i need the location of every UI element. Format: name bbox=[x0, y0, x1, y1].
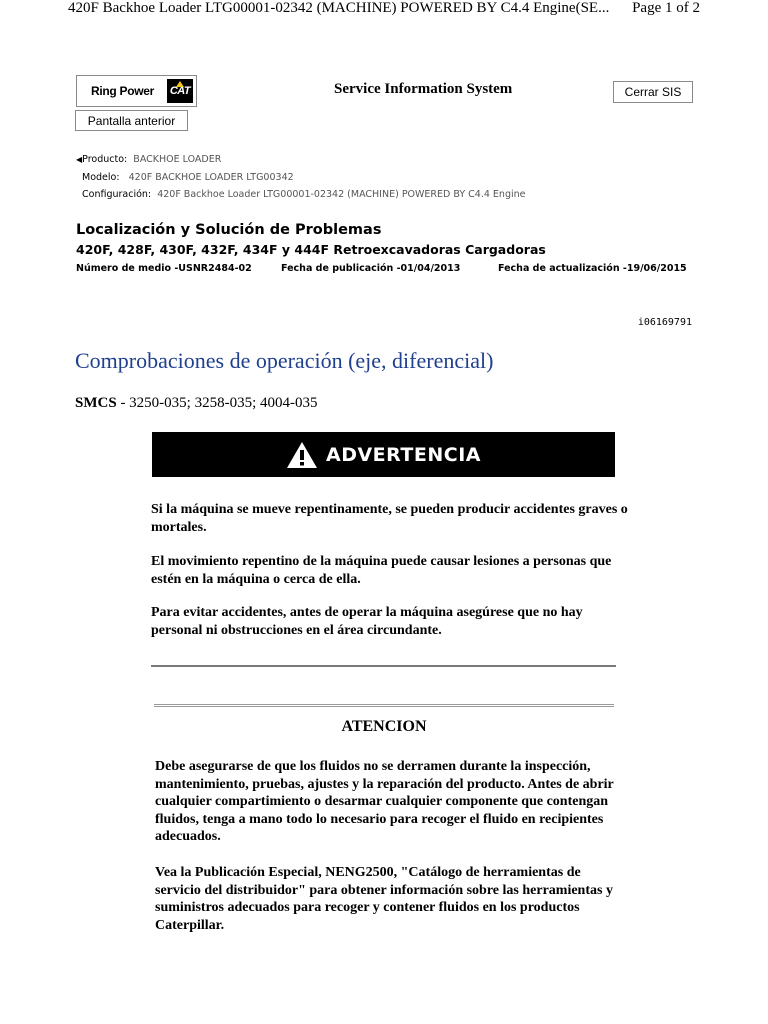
attention-paragraph: Debe asegurarse de que los fluidos no se derramen durante la inspección, mantenimiento, pruebas, ajustes y la reparación del producto. Antes de abrir cualquier compartimiento o desarmar cualquier componente que contengan fluidos, tenga a mano todo lo necesario para recoger el fluido en recipientes adecuados. bbox=[155, 759, 614, 844]
warning-banner bbox=[152, 432, 615, 477]
warning-paragraph: El movimiento repentino de la máquina puede causar lesiones a personas que estén en la máquina o cerca de ella. bbox=[151, 554, 612, 587]
warning-label: ADVERTENCIA bbox=[326, 443, 481, 466]
config-value: 420F Backhoe Loader LTG00001-02342 (MACHINE) POWERED BY C4.4 Engine bbox=[157, 189, 526, 200]
warning-triangle-icon bbox=[286, 441, 318, 469]
product-row bbox=[76, 154, 221, 165]
divider bbox=[154, 704, 614, 707]
attention-paragraph: Vea la Publicación Especial, NENG2500, "Catálogo de herramientas de servicio del distribuidor" para obtener información sobre las herramientas y suministros adecuados para recoger y contener fluidos en los productos Caterpillar. bbox=[155, 865, 613, 933]
illustration-id: i06169791 bbox=[637, 317, 692, 328]
cat-logo-icon: CAT bbox=[167, 79, 193, 103]
warning-paragraph: Para evitar accidentes, antes de operar la máquina asegúrese que no hay personal ni obstrucciones en el área circundante. bbox=[151, 605, 583, 638]
print-title: 420F Backhoe Loader LTG00001-02342 (MACHINE) POWERED BY C4.4 Engine(SE... bbox=[68, 0, 610, 16]
smcs-label: SMCS bbox=[75, 395, 117, 411]
product-label: Producto: bbox=[82, 154, 128, 165]
warning-paragraph: Si la máquina se mueve repentinamente, se pueden producir accidentes graves o mortales. bbox=[151, 502, 628, 535]
dealer-name: Ring Power bbox=[91, 84, 155, 98]
divider bbox=[151, 665, 616, 667]
publish-date: Fecha de publicación -01/04/2013 bbox=[281, 263, 461, 274]
media-number: Número de medio -USNR2484-02 bbox=[76, 263, 252, 274]
model-label: Modelo: bbox=[82, 172, 120, 183]
product-value: BACKHOE LOADER bbox=[133, 154, 222, 165]
smcs-codes bbox=[75, 395, 318, 412]
chevron-left-icon: ◀ bbox=[76, 155, 83, 164]
print-header bbox=[0, 0, 768, 22]
section-title: Comprobaciones de operación (eje, diferencial) bbox=[75, 348, 494, 373]
model-row bbox=[82, 172, 294, 183]
page-number: Page 1 of 2 bbox=[632, 0, 700, 16]
back-button[interactable]: Pantalla anterior bbox=[75, 110, 188, 131]
system-title: Service Information System bbox=[334, 81, 513, 97]
update-date: Fecha de actualización -19/06/2015 bbox=[498, 263, 687, 274]
smcs-values: - 3250-035; 3258-035; 4004-035 bbox=[116, 395, 318, 411]
dealer-logo bbox=[76, 75, 197, 107]
config-row bbox=[82, 189, 526, 200]
document-title: Localización y Solución de Problemas bbox=[76, 222, 382, 238]
document-subtitle: 420F, 428F, 430F, 432F, 434F y 444F Retroexcavadoras Cargadoras bbox=[76, 242, 546, 257]
config-label: Configuración: bbox=[82, 189, 152, 200]
close-sis-button[interactable]: Cerrar SIS bbox=[613, 81, 693, 103]
attention-title: ATENCION bbox=[341, 718, 427, 735]
model-value: 420F BACKHOE LOADER LTG00342 bbox=[128, 172, 294, 183]
